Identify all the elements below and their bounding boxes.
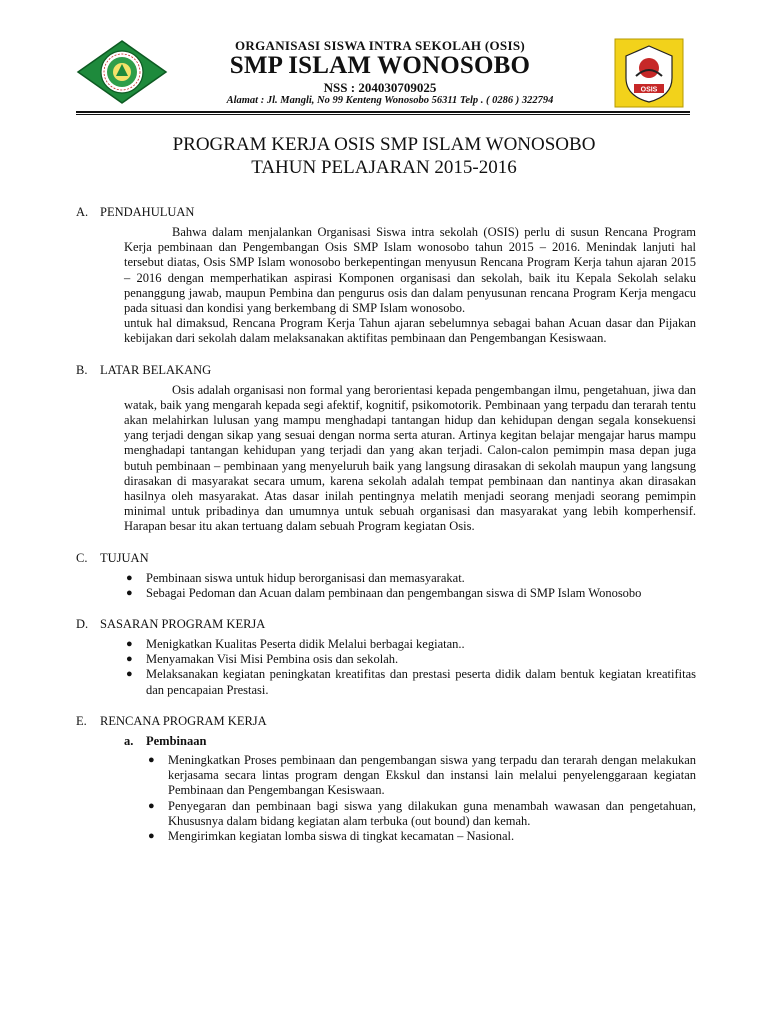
section-title: RENCANA PROGRAM KERJA [100, 713, 267, 728]
list-item: ● Melaksanakan kegiatan peningkatan kreatifitas dan prestasi peserta didik dalam bentuk kegiatan kreatifitas dan pencapaian Prestasi. [126, 667, 696, 697]
bullet-icon: ● [148, 754, 155, 767]
section-letter: B. [76, 362, 88, 377]
section-heading-latar-belakang [76, 363, 696, 379]
school-address: Alamat : Jl. Mangli, No 99 Kenteng Wonosobo 56311 Telp . ( 0286 ) 322794 [226, 95, 554, 106]
section-heading-tujuan [76, 551, 696, 567]
list-item: ● Pembinaan siswa untuk hidup berorganisasi dan memasyarakat. [126, 570, 465, 585]
list-item: ● Meningkatkan Proses pembinaan dan pengembangan siswa yang terpadu dan terarah dengan melakukan kerjasama secara lintas program dengan Ekskul dan instansi lain melalui penyelenggaraan kegiatan Pembinaan dan Pengembangan Kesiswaan. [148, 753, 696, 798]
subsection-letter: a. [124, 733, 134, 748]
paragraph: Osis adalah organisasi non formal yang berorientasi kepada pengembangan ilmu, pengetahuan, jiwa dan watak, baik yang mengarah kepada segi afektif, kognitif, psikomotorik. Pembinaan yang terpadu dan terarah tentu akan melahirkan lulusan yang mampu menghadapi tantangan hidup dan kehidupan dengan segala konsekuensi yang terjadi dengan sikap yang sesuai dengan norma serta aturan. Artinya kegitan belajar mengajar harus mampu menghadapi tantangan kehidupan yang terjadi dan yang akan terjadi. Calon-calon pemimpin masa depan juga butuh pembinaan – pembinaan yang menyeluruh baik yang langsung dirasakan di sekolah maupun yang langsung dirasakan di masyarakat secara umum, karena sekolah adalah tempat pembinaan dan nantinya akan dirasakan hasilnya oleh masyarakat. Atas dasar inilah pentingnya melatih menjadi seorang menjadi seorang pemimpin minimal untuk pribadinya dan umumnya untuk sebuah organisasi dan masyarakat yang lebih komperhensif. Harapan besar itu akan tertuang dalam sebuah Program kegiatan Osis. [124, 382, 696, 534]
section-title: SASARAN PROGRAM KERJA [100, 617, 266, 632]
list-item: ● Penyegaran dan pembinaan bagi siswa yang dilakukan guna menambah wawasan dan pengetahuan, Khususnya dalam bidang kegiatan alam terbuka (out bound) dan kemah. [148, 798, 696, 828]
bullet-icon: ● [126, 653, 133, 666]
section-heading-pendahuluan [76, 205, 696, 221]
paragraph: untuk hal dimaksud, Rencana Program Kerja Tahun ajaran sebelumnya sebagai bahan Acuan dasar dan Pijakan kebijakan dari sekolah dalam melaksanakan aktifitas pembinaan dan Pengembangan Kesiswaan. [124, 316, 696, 346]
document-body [76, 205, 696, 844]
paragraph: Bahwa dalam menjalankan Organisasi Siswa intra sekolah (OSIS) perlu di susun Rencana Program Kerja pembinaan dan Pengembangan Osis SMP Islam wonosobo tahun 2015 – 2016. Menindak lanjuti hal tersebut diatas, Osis SMP Islam wonosobo berkepentingan menyusun Rencana Program Kerja tahun ajaran 2015 – 2016 dengan memperhatikan aspirasi Komponen organisasi dan sekolah, baik itu Kepala Sekolah selaku penanggung jawab, maupun Pembina dan pengurus osis dan dalam penyusunan rencana Program Kerja mengacu pada situasi dan kondisi yang berkembang di SMP Islam wonosobo. [124, 225, 696, 316]
school-nss: NSS : 204030709025 [323, 80, 437, 95]
subsection-heading-pembinaan [124, 734, 696, 749]
bullet-list [124, 637, 696, 698]
letterhead-divider [76, 111, 690, 113]
list-item: ● Mengirimkan kegiatan lomba siswa di tingkat kecamatan – Nasional. [148, 829, 515, 844]
osis-logo-text: OSIS [640, 86, 658, 94]
bullet-list [146, 753, 696, 844]
bullet-icon: ● [148, 830, 155, 843]
letterhead-divider-thin [76, 114, 690, 115]
section-title: LATAR BELAKANG [100, 362, 212, 377]
title-line-1: PROGRAM KERJA OSIS SMP ISLAM WONOSOBO [172, 134, 596, 155]
school-name: SMP ISLAM WONOSOBO [229, 52, 531, 79]
bullet-icon: ● [126, 638, 133, 651]
osis-logo-icon [614, 38, 684, 108]
section-heading-rencana [76, 714, 696, 730]
section-title: PENDAHULUAN [100, 205, 195, 219]
bullet-list [124, 571, 696, 601]
bullet-icon: ● [126, 668, 133, 681]
section-title: TUJUAN [100, 550, 149, 565]
section-letter: E. [76, 713, 87, 728]
list-item: ● Menigkatkan Kualitas Peserta didik Melalui berbagai kegiatan.. [126, 637, 465, 652]
list-item: ● Menyamakan Visi Misi Pembina osis dan sekolah. [126, 652, 399, 667]
bullet-icon: ● [148, 799, 155, 812]
organization-name: ORGANISASI SISWA INTRA SEKOLAH (OSIS) [235, 38, 525, 53]
section-letter: C. [76, 550, 88, 565]
subsection-title: Pembinaan [146, 733, 207, 748]
document-title [80, 133, 688, 179]
letterhead [0, 0, 768, 120]
section-letter: D. [76, 617, 89, 632]
list-item: ● Sebagai Pedoman dan Acuan dalam pembinaan dan pengembangan siswa di SMP Islam Wonosobo [126, 585, 642, 600]
section-letter: A. [76, 205, 89, 219]
bullet-icon: ● [126, 586, 133, 599]
title-line-2: TAHUN PELAJARAN 2015-2016 [251, 157, 517, 178]
section-heading-sasaran [76, 617, 696, 633]
bullet-icon: ● [126, 571, 133, 584]
